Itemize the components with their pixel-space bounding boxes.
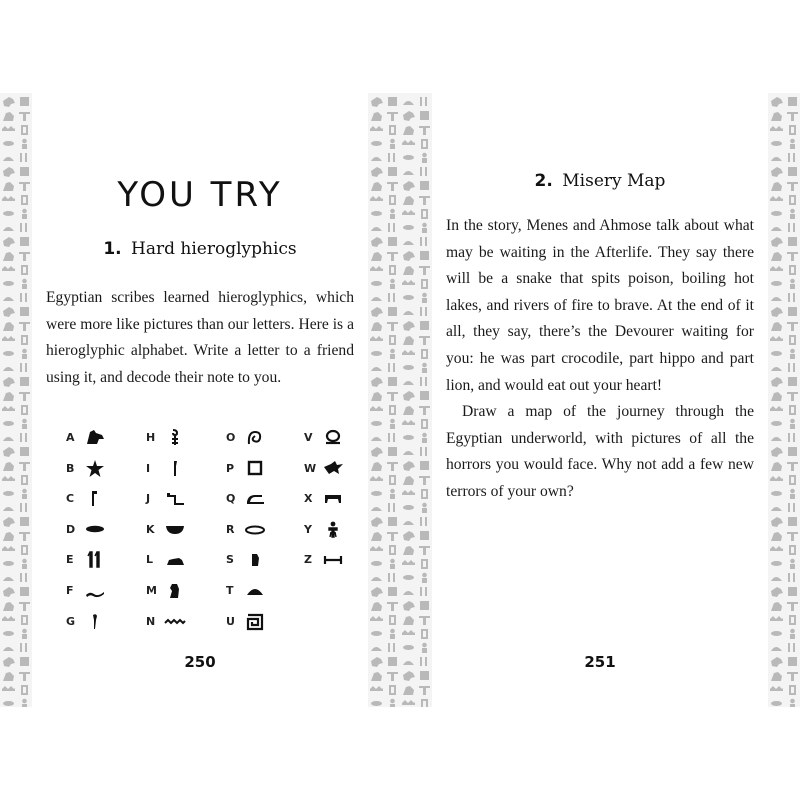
alphabet-entry	[146, 456, 216, 487]
left-page	[32, 93, 368, 707]
alphabet-entry	[146, 425, 216, 456]
basket-icon	[164, 519, 186, 539]
rope-icon	[244, 427, 266, 447]
alphabet-entry	[226, 456, 296, 487]
section-title: Misery Map	[562, 171, 666, 191]
alphabet-entry	[66, 578, 136, 609]
alphabet-entry	[146, 547, 216, 578]
hieroglyphic-alphabet	[66, 425, 366, 628]
page-number: 250	[184, 653, 216, 671]
alphabet-letter: Y	[304, 522, 312, 536]
hieroglyph-border-left	[0, 93, 32, 707]
alphabet-entry	[146, 486, 216, 517]
alphabet-entry	[226, 425, 296, 456]
alphabet-entry	[226, 517, 296, 548]
eye-mouth-icon	[244, 519, 266, 539]
wick-icon	[164, 427, 186, 447]
alphabet-letter: Z	[304, 553, 312, 567]
alphabet-entry	[226, 609, 296, 640]
alphabet-entry	[146, 517, 216, 548]
door-bolt-icon	[322, 549, 344, 569]
alphabet-letter: S	[226, 553, 234, 567]
water-icon	[164, 611, 186, 631]
alphabet-column	[226, 425, 296, 639]
hieroglyph-border-center	[368, 93, 432, 707]
alphabet-letter: F	[66, 583, 74, 597]
rope-loop-icon	[322, 427, 344, 447]
alphabet-entry	[66, 456, 136, 487]
alphabet-column	[146, 425, 216, 639]
alphabet-entry	[66, 486, 136, 517]
alphabet-entry	[304, 486, 374, 517]
alphabet-entry	[226, 578, 296, 609]
alphabet-letter: D	[66, 522, 76, 536]
alphabet-letter: G	[66, 614, 76, 628]
alphabet-entry	[146, 609, 216, 640]
alphabet-entry	[66, 547, 136, 578]
alphabet-letter: R	[226, 522, 235, 536]
alphabet-entry	[304, 456, 374, 487]
spiral-icon	[244, 611, 266, 631]
alphabet-column	[66, 425, 136, 639]
right-page	[432, 93, 768, 707]
alphabet-letter: N	[146, 614, 156, 628]
alphabet-letter: W	[304, 461, 317, 475]
alphabet-column	[304, 425, 374, 578]
figure-icon	[322, 519, 344, 539]
reeds-icon	[84, 549, 106, 569]
hill-slope-icon	[244, 488, 266, 508]
alphabet-letter: L	[146, 553, 154, 567]
reed-icon	[164, 458, 186, 478]
alphabet-letter: K	[146, 522, 155, 536]
alphabet-letter: U	[226, 614, 235, 628]
section-title: Hard hieroglyphics	[131, 239, 297, 259]
body-text	[446, 213, 754, 506]
alphabet-entry	[66, 425, 136, 456]
bread-icon	[244, 580, 266, 600]
alphabet-entry	[304, 547, 374, 578]
body-paragraph: In the story, Menes and Ahmose talk about what may be waiting in the Afterlife. They say there will be a snake that spits poison, boiling hot lakes, and rivers of fire to brave. At the end of it all, they say, there’s the Devourer waiting for you: he was part crocodile, part hippo and part lion, and would eat out your heart!	[446, 217, 754, 394]
alphabet-letter: M	[146, 583, 157, 597]
section-number: 2.	[534, 171, 553, 191]
alphabet-letter: P	[226, 461, 235, 475]
page-number: 251	[584, 653, 616, 671]
alphabet-entry	[304, 517, 374, 548]
alphabet-letter: T	[226, 583, 234, 597]
alphabet-entry	[226, 486, 296, 517]
alphabet-letter: I	[146, 461, 151, 475]
alphabet-letter: J	[146, 492, 151, 506]
lion-icon	[164, 549, 186, 569]
folded-cloth-icon	[244, 549, 266, 569]
alphabet-letter: E	[66, 553, 74, 567]
alphabet-letter: B	[66, 461, 75, 475]
alphabet-entry	[304, 425, 374, 456]
hook-icon	[84, 488, 106, 508]
star-icon	[84, 458, 106, 478]
alphabet-letter: V	[304, 431, 313, 444]
stool-icon	[244, 458, 266, 478]
alphabet-entry	[66, 609, 136, 640]
vulture-icon	[84, 427, 106, 447]
alphabet-letter: H	[146, 431, 156, 444]
pool-icon	[322, 488, 344, 508]
quail-chick-icon	[322, 458, 344, 478]
page-title: YOU TRY	[117, 175, 283, 215]
alphabet-letter: X	[304, 492, 313, 506]
section-heading-1	[32, 239, 368, 259]
alphabet-entry	[66, 517, 136, 548]
alphabet-letter: O	[226, 431, 236, 444]
alphabet-entry	[226, 547, 296, 578]
cobra-icon	[164, 488, 186, 508]
body-paragraph: Draw a map of the journey through the Egyptian underworld, with pictures of all the horrors you would face. Why not add a few new terrors of your own?	[446, 403, 754, 500]
book-spread	[0, 93, 800, 707]
alphabet-letter: Q	[226, 492, 236, 506]
alphabet-letter: A	[66, 431, 75, 444]
horned-viper-icon	[84, 580, 106, 600]
section-heading-2	[432, 171, 768, 191]
owl-icon	[164, 580, 186, 600]
section-number: 1.	[103, 239, 122, 259]
hieroglyph-border-right	[768, 93, 800, 707]
alphabet-letter: C	[66, 492, 75, 506]
body-paragraph: Egyptian scribes learned hieroglyphics, which were more like pictures than our letters. Here is a hieroglyphic alphabet. Write a letter to a friend using it, and decode their note to you.	[46, 289, 354, 386]
alphabet-entry	[146, 578, 216, 609]
jar-stand-icon	[84, 611, 106, 631]
mouth-icon	[84, 519, 106, 539]
